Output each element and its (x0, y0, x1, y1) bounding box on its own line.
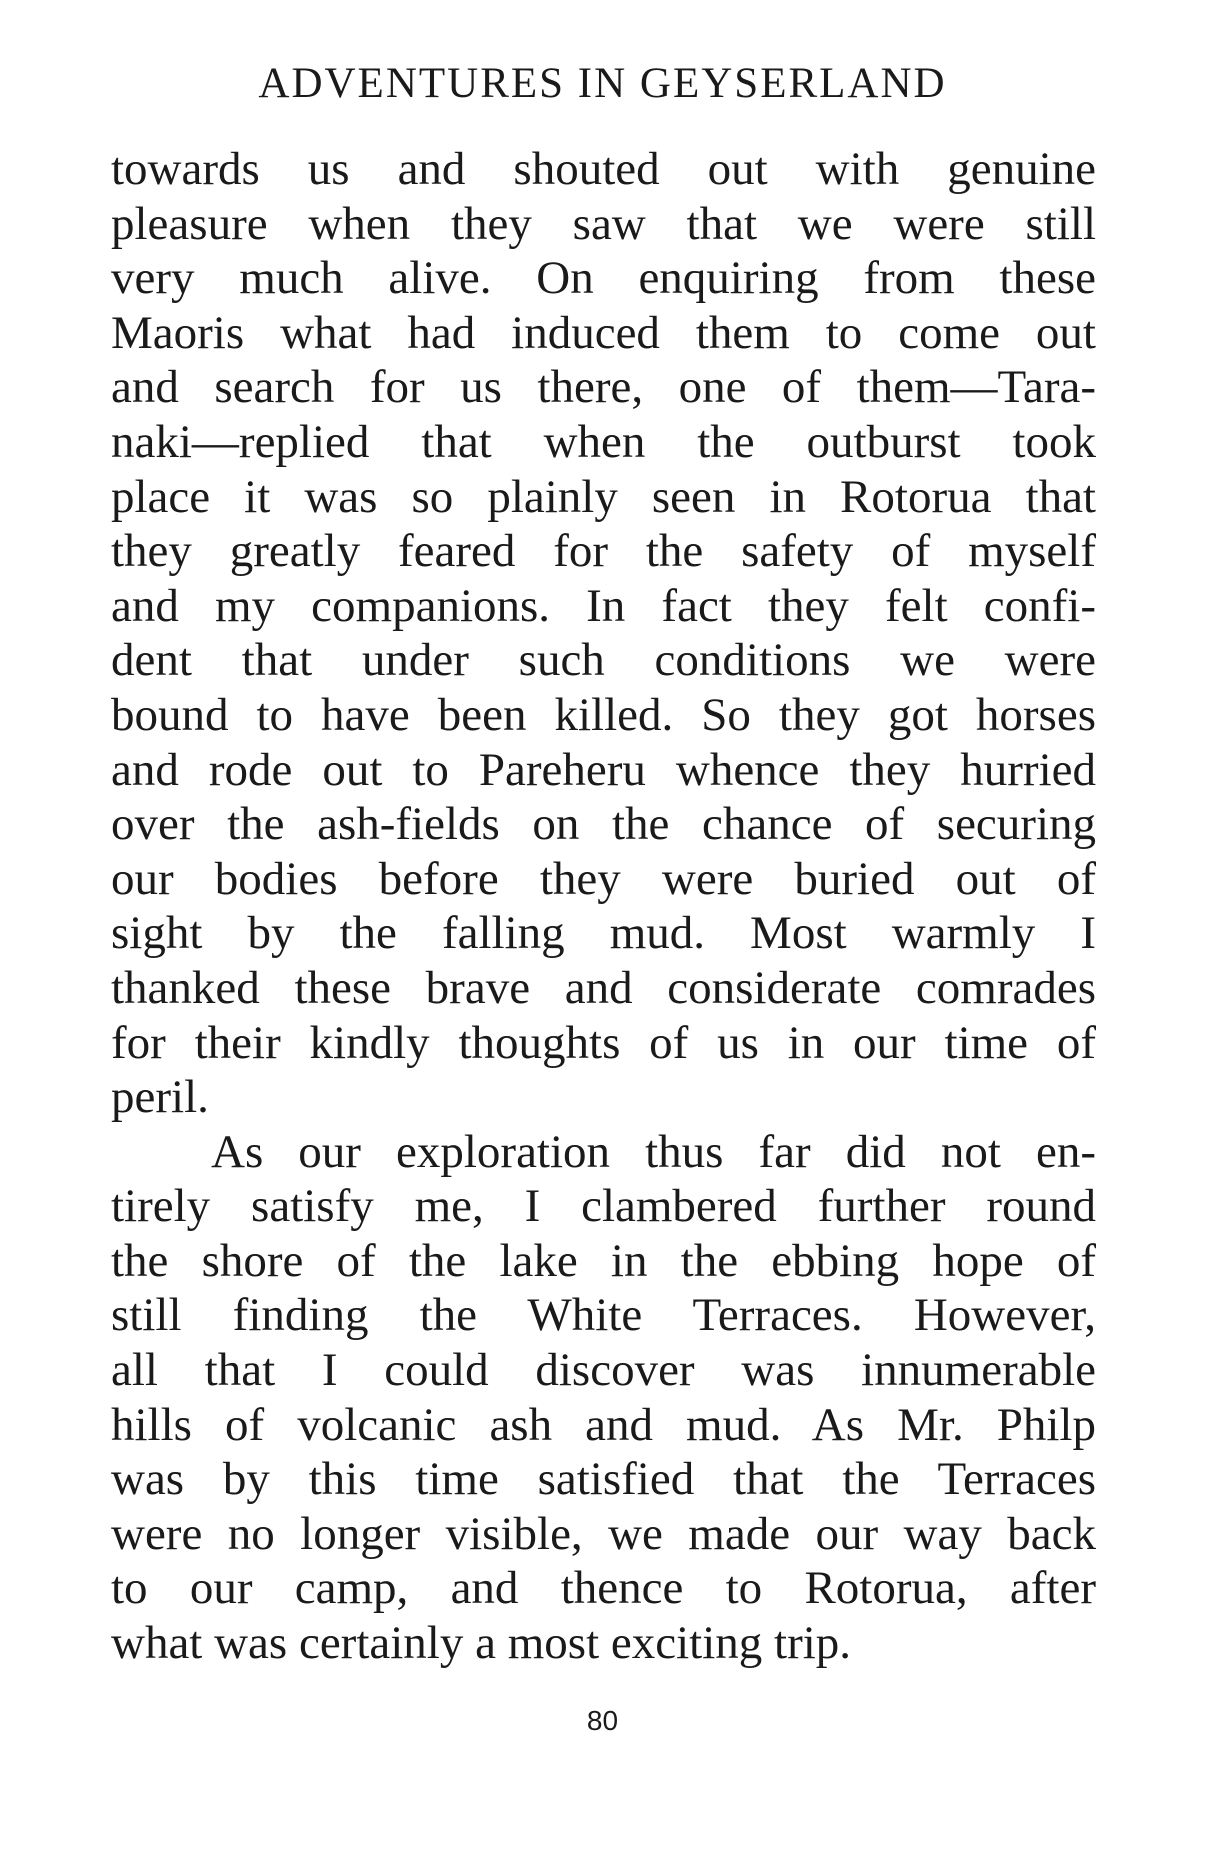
text-line: still finding the White Terraces. However, (111, 1289, 1096, 1342)
text-line: naki—replied that when the outburst took (111, 415, 1096, 468)
text-line: sight by the falling mud. Most warmly I (111, 907, 1096, 960)
text-line: our bodies before they were buried out of (111, 852, 1096, 905)
text-line: tirely satisfy me, I clambered further round (111, 1180, 1096, 1233)
text-line: towards us and shouted out with genuine (111, 143, 1096, 195)
text-line: the shore of the lake in the ebbing hope of (111, 1234, 1096, 1287)
text-line: bound to have been killed. So they got horses (111, 688, 1096, 741)
text-line: and search for us there, one of them—Tara- (111, 361, 1096, 414)
text-line: hills of volcanic ash and mud. As Mr. Philp (111, 1398, 1096, 1451)
text-line: and my companions. In fact they felt confi- (111, 579, 1096, 632)
text-line: to our camp, and thence to Rotorua, after (111, 1562, 1096, 1615)
paragraph-1 (111, 142, 1096, 1125)
text-line: Maoris what had induced them to come out (111, 306, 1096, 359)
text-line: they greatly feared for the safety of myself (111, 525, 1096, 578)
text-line: what was certainly a most exciting trip. (111, 1617, 852, 1670)
page-number: 80 (586, 1705, 619, 1736)
text-line: for their kindly thoughts of us in our time of (111, 1016, 1096, 1069)
text-line: all that I could discover was innumerable (111, 1344, 1096, 1397)
text-line: were no longer visible, we made our way back (111, 1507, 1096, 1560)
body-text (111, 142, 1096, 1671)
text-line: and rode out to Pareheru whence they hurried (111, 743, 1096, 796)
text-line: thanked these brave and considerate comrades (111, 961, 1096, 1014)
text-line: was by this time satisfied that the Terraces (111, 1453, 1096, 1506)
text-line: very much alive. On enquiring from these (111, 252, 1096, 305)
text-line: dent that under such conditions we were (111, 634, 1096, 687)
text-line: place it was so plainly seen in Rotorua that (111, 470, 1096, 523)
paragraph-2 (111, 1125, 1096, 1671)
text-line: over the ash-fields on the chance of securing (111, 798, 1096, 851)
text-line: peril. (111, 1071, 209, 1124)
text-line: pleasure when they saw that we were still (111, 197, 1096, 250)
running-head: ADVENTURES IN GEYSERLAND (258, 60, 947, 107)
text-line: As our exploration thus far did not en- (211, 1125, 1096, 1178)
